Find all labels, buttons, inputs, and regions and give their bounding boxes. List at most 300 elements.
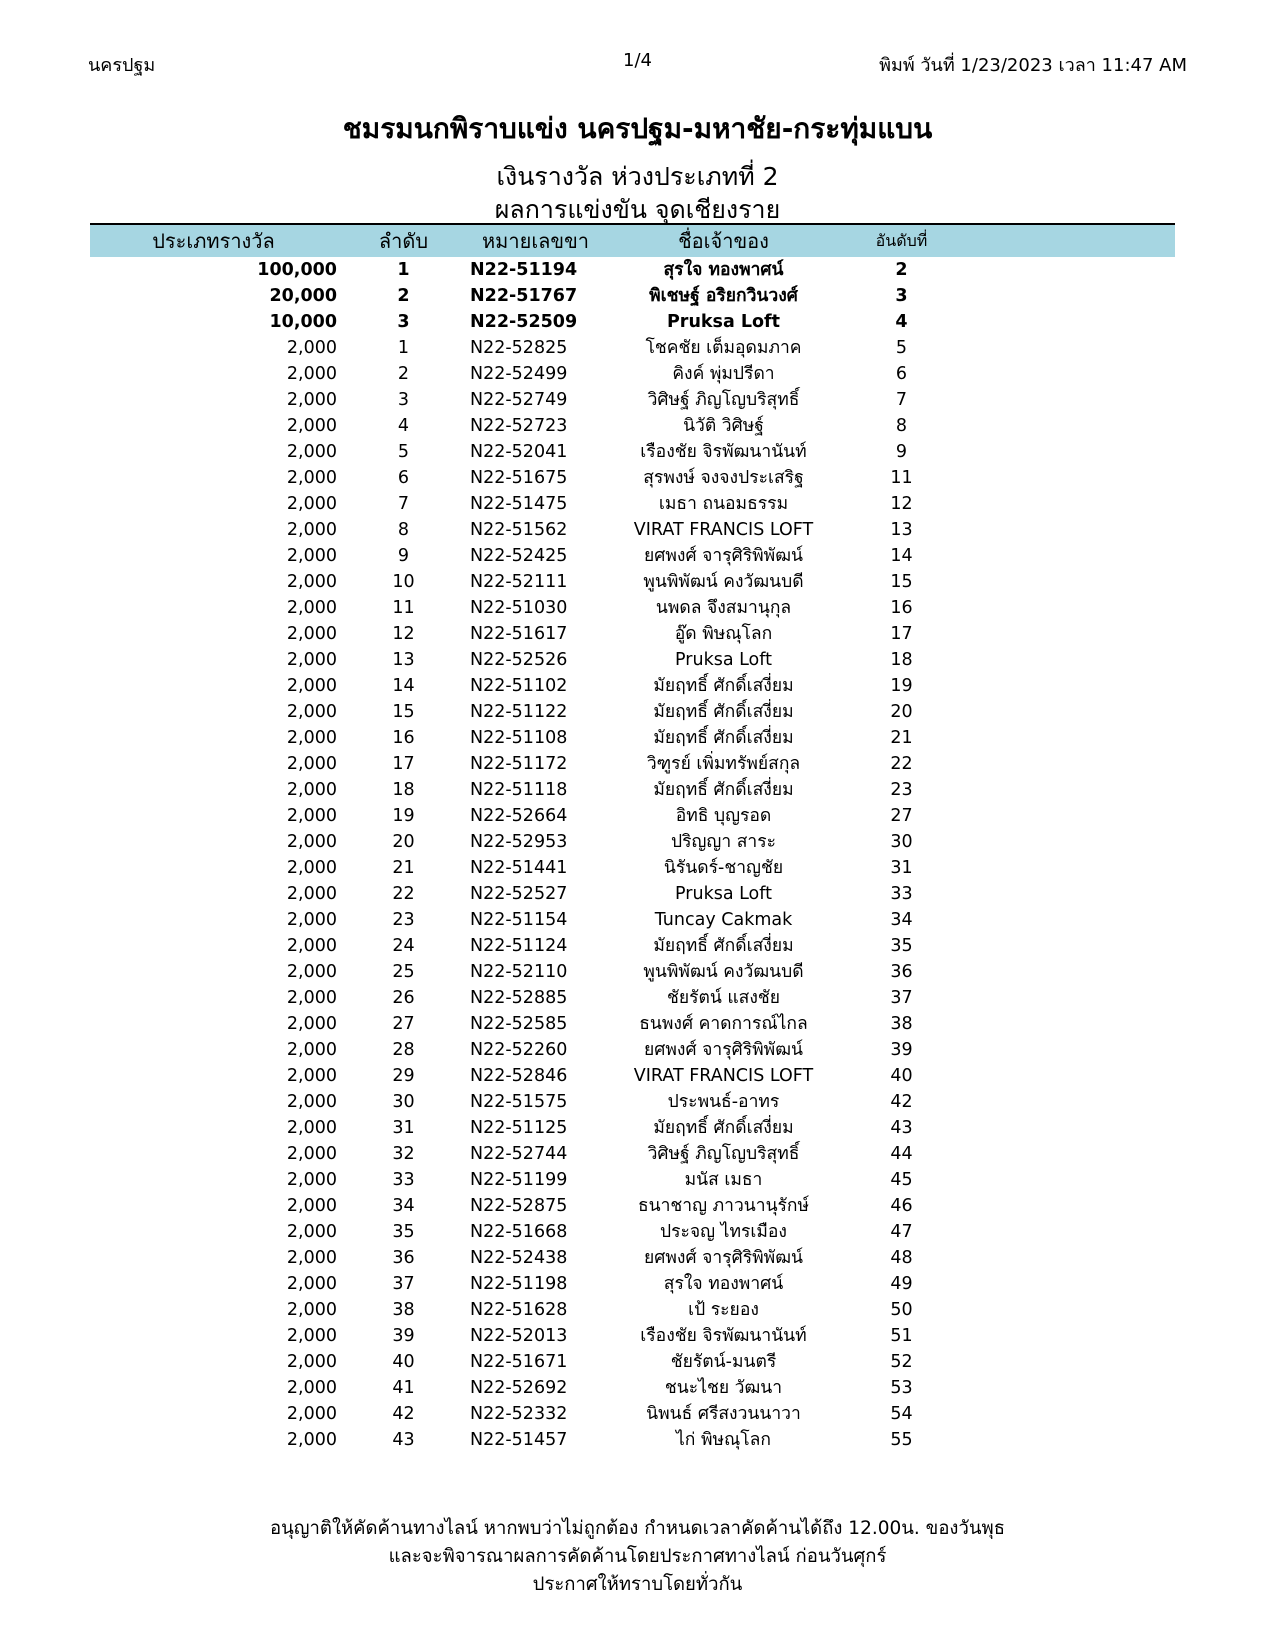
- header-location: นครปฐม: [88, 55, 156, 76]
- rank-cell: 51: [890, 1326, 913, 1346]
- prize-cell: 2,000: [286, 936, 337, 956]
- table-row: [90, 1037, 1175, 1063]
- results-table: [90, 223, 1175, 1453]
- spacer-cell: [957, 1063, 1175, 1089]
- table-row: [90, 1271, 1175, 1297]
- table-row: [90, 959, 1175, 985]
- prize-cell: 2,000: [286, 1196, 337, 1216]
- order-cell: 34: [392, 1196, 415, 1216]
- order-cell: 37: [392, 1274, 415, 1294]
- ring-number-cell: N22-51767: [470, 286, 578, 306]
- table-row: [90, 543, 1175, 569]
- ring-number-cell: N22-51030: [470, 598, 568, 618]
- owner-cell: ชัยรัตน์-มนตรี: [670, 1352, 777, 1372]
- ring-number-cell: N22-51124: [470, 936, 568, 956]
- owner-cell: นพดล จึงสมานุกุล: [655, 598, 792, 618]
- spacer-cell: [957, 595, 1175, 621]
- table-row: [90, 1089, 1175, 1115]
- owner-cell: ยศพงศ์ จารุศิริพิพัฒน์: [644, 546, 803, 566]
- order-cell: 22: [392, 884, 415, 904]
- rank-cell: 46: [890, 1196, 913, 1216]
- order-cell: 6: [397, 468, 410, 488]
- prize-cell: 10,000: [269, 312, 337, 332]
- table-row: [90, 855, 1175, 881]
- prize-cell: 2,000: [286, 1144, 337, 1164]
- table-row: [90, 829, 1175, 855]
- prize-cell: 2,000: [286, 832, 337, 852]
- owner-cell: Pruksa Loft: [675, 884, 772, 904]
- owner-cell: Tuncay Cakmak: [654, 910, 793, 930]
- spacer-cell: [957, 959, 1175, 985]
- prize-cell: 2,000: [286, 624, 337, 644]
- rank-cell: 9: [895, 442, 908, 462]
- owner-cell: เรืองชัย จิรพัฒนานันท์: [640, 442, 807, 462]
- owner-cell: ไก่ พิษณุโลก: [676, 1430, 771, 1450]
- column-header-rank: อันดับที่: [875, 230, 928, 250]
- table-row: [90, 1427, 1175, 1453]
- spacer-cell: [957, 387, 1175, 413]
- order-cell: 29: [392, 1066, 415, 1086]
- order-cell: 42: [392, 1404, 415, 1424]
- prize-cell: 2,000: [286, 910, 337, 930]
- table-row: [90, 699, 1175, 725]
- rank-cell: 48: [890, 1248, 913, 1268]
- spacer-cell: [957, 309, 1175, 335]
- prize-cell: 2,000: [286, 1170, 337, 1190]
- spacer-cell: [957, 1011, 1175, 1037]
- table-row: [90, 465, 1175, 491]
- spacer-cell: [957, 673, 1175, 699]
- prize-cell: 100,000: [257, 260, 337, 280]
- order-cell: 30: [392, 1092, 415, 1112]
- spacer-cell: [957, 283, 1175, 309]
- rank-cell: 50: [890, 1300, 913, 1320]
- spacer-cell: [957, 1323, 1175, 1349]
- owner-cell: คิงค์ พุ่มปรีดา: [672, 364, 775, 384]
- rank-cell: 17: [890, 624, 913, 644]
- rank-cell: 42: [890, 1092, 913, 1112]
- rank-cell: 43: [890, 1118, 913, 1138]
- order-cell: 43: [392, 1430, 415, 1450]
- spacer-cell: [957, 1219, 1175, 1245]
- owner-cell: ยศพงศ์ จารุศิริพิพัฒน์: [644, 1248, 803, 1268]
- club-title: ชมรมนกพิราบแข่ง นครปฐม-มหาชัย-กระทุ่มแบน: [342, 112, 933, 145]
- owner-cell: ประจญ ไทรเมือง: [660, 1222, 787, 1242]
- order-cell: 17: [392, 754, 415, 774]
- ring-number-cell: N22-51172: [470, 754, 568, 774]
- spacer-cell: [957, 1193, 1175, 1219]
- rank-cell: 22: [890, 754, 913, 774]
- order-cell: 9: [397, 546, 410, 566]
- prize-cell: 2,000: [286, 598, 337, 618]
- ring-number-cell: N22-52664: [470, 806, 568, 826]
- spacer-cell: [957, 621, 1175, 647]
- spacer-cell: [957, 413, 1175, 439]
- owner-cell: Pruksa Loft: [666, 312, 781, 332]
- spacer-cell: [957, 985, 1175, 1011]
- order-cell: 20: [392, 832, 415, 852]
- rank-cell: 12: [890, 494, 913, 514]
- column-header-order: ลำดับ: [378, 229, 429, 253]
- table-row: [90, 1115, 1175, 1141]
- order-cell: 3: [397, 312, 410, 332]
- table-row: [90, 439, 1175, 465]
- table-row: [90, 569, 1175, 595]
- prize-cell: 2,000: [286, 572, 337, 592]
- ring-number-cell: N22-52526: [470, 650, 568, 670]
- rank-cell: 21: [890, 728, 913, 748]
- ring-number-cell: N22-51675: [470, 468, 568, 488]
- spacer-cell: [957, 777, 1175, 803]
- spacer-cell: [957, 933, 1175, 959]
- spacer-cell: [957, 1401, 1175, 1427]
- prize-cell: 2,000: [286, 1430, 337, 1450]
- table-row: [90, 985, 1175, 1011]
- ring-number-cell: N22-52585: [470, 1014, 568, 1034]
- spacer-cell: [957, 543, 1175, 569]
- rank-cell: 14: [890, 546, 913, 566]
- owner-cell: ชนะไชย วัฒนา: [664, 1378, 783, 1398]
- prize-cell: 2,000: [286, 1092, 337, 1112]
- order-cell: 23: [392, 910, 415, 930]
- table-row: [90, 335, 1175, 361]
- rank-cell: 44: [890, 1144, 913, 1164]
- order-cell: 27: [392, 1014, 415, 1034]
- rank-cell: 11: [890, 468, 913, 488]
- prize-cell: 2,000: [286, 858, 337, 878]
- table-row: [90, 621, 1175, 647]
- table-row: [90, 309, 1175, 335]
- order-cell: 1: [397, 338, 410, 358]
- owner-cell: วิฑูรย์ เพิ่มทรัพย์สกุล: [646, 754, 801, 774]
- column-header-prize: ประเภทรางวัล: [152, 229, 275, 253]
- owner-cell: ยศพงศ์ จารุศิริพิพัฒน์: [644, 1040, 803, 1060]
- prize-cell: 2,000: [286, 1118, 337, 1138]
- table-row: [90, 751, 1175, 777]
- rank-cell: 20: [890, 702, 913, 722]
- ring-number-cell: N22-51617: [470, 624, 568, 644]
- spacer-cell: [957, 829, 1175, 855]
- table-row: [90, 725, 1175, 751]
- owner-cell: สุรใจ ทองพาศน์: [663, 260, 784, 280]
- prize-cell: 2,000: [286, 468, 337, 488]
- results-body: [90, 257, 1175, 1453]
- ring-number-cell: N22-51441: [470, 858, 568, 878]
- owner-cell: สุรพงษ์ จงจงประเสริฐ: [643, 468, 804, 488]
- prize-cell: 2,000: [286, 442, 337, 462]
- order-cell: 32: [392, 1144, 415, 1164]
- owner-cell: VIRAT FRANCIS LOFT: [633, 520, 814, 540]
- owner-cell: อู๊ด พิษณุโลก: [674, 624, 773, 644]
- prize-cell: 2,000: [286, 364, 337, 384]
- ring-number-cell: N22-52953: [470, 832, 568, 852]
- spacer-cell: [957, 1141, 1175, 1167]
- spacer-cell: [957, 1271, 1175, 1297]
- prize-cell: 2,000: [286, 338, 337, 358]
- order-cell: 4: [397, 416, 410, 436]
- prize-cell: 2,000: [286, 1326, 337, 1346]
- rank-cell: 30: [890, 832, 913, 852]
- spacer-cell: [957, 1167, 1175, 1193]
- prize-cell: 2,000: [286, 494, 337, 514]
- spacer-cell: [957, 1427, 1175, 1453]
- order-cell: 21: [392, 858, 415, 878]
- spacer-cell: [957, 1349, 1175, 1375]
- order-cell: 19: [392, 806, 415, 826]
- owner-cell: ปริญญา สาระ: [670, 832, 777, 852]
- prize-cell: 2,000: [286, 650, 337, 670]
- table-row: [90, 1375, 1175, 1401]
- order-cell: 40: [392, 1352, 415, 1372]
- prize-cell: 2,000: [286, 884, 337, 904]
- spacer-cell: [957, 699, 1175, 725]
- rank-cell: 2: [895, 260, 908, 280]
- prize-cell: 2,000: [286, 676, 337, 696]
- footer-notice-line-3: ประกาศให้ทราบโดยทั่วกัน: [532, 1574, 743, 1595]
- prize-cell: 2,000: [286, 806, 337, 826]
- ring-number-cell: N22-52509: [470, 312, 578, 332]
- owner-cell: พูนพิพัฒน์ คงวัฒนบดี: [643, 572, 804, 592]
- owner-cell: มัยฤทธิ์ ศักดิ์เสงี่ยม: [653, 936, 794, 956]
- spacer-cell: [957, 855, 1175, 881]
- order-cell: 11: [392, 598, 415, 618]
- spacer-cell: [957, 881, 1175, 907]
- table-row: [90, 1063, 1175, 1089]
- page-number: 1/4: [623, 50, 652, 71]
- prize-cell: 2,000: [286, 1040, 337, 1060]
- table-row: [90, 907, 1175, 933]
- owner-cell: เมธา ถนอมธรรม: [658, 494, 789, 514]
- order-cell: 25: [392, 962, 415, 982]
- spacer-cell: [957, 335, 1175, 361]
- ring-number-cell: N22-52041: [470, 442, 568, 462]
- ring-number-cell: N22-52723: [470, 416, 568, 436]
- table-row: [90, 413, 1175, 439]
- prize-cell: 2,000: [286, 754, 337, 774]
- prize-cell: 2,000: [286, 1274, 337, 1294]
- spacer-cell: [957, 751, 1175, 777]
- ring-number-cell: N22-52260: [470, 1040, 568, 1060]
- order-cell: 15: [392, 702, 415, 722]
- rank-cell: 38: [890, 1014, 913, 1034]
- table-row: [90, 517, 1175, 543]
- rank-cell: 39: [890, 1040, 913, 1060]
- owner-cell: ธนาชาญ ภาวนานุรักษ์: [637, 1196, 810, 1216]
- rank-cell: 19: [890, 676, 913, 696]
- owner-cell: ธนพงศ์ คาดการณ์ไกล: [639, 1014, 808, 1034]
- owner-cell: เป้ ระยอง: [688, 1300, 759, 1320]
- column-header-owner: ชื่อเจ้าของ: [678, 229, 769, 253]
- print-timestamp: พิมพ์ วันที่ 1/23/2023 เวลา 11:47 AM: [879, 55, 1187, 76]
- order-cell: 35: [392, 1222, 415, 1242]
- ring-number-cell: N22-51475: [470, 494, 568, 514]
- owner-cell: นิพนธ์ ศรีสงวนนาวา: [646, 1404, 801, 1424]
- table-header-row: [90, 224, 1175, 257]
- rank-cell: 3: [895, 286, 908, 306]
- footer-notice-line-1: อนุญาติให้คัดค้านทางไลน์ หากพบว่าไม่ถูกต้อง กำหนดเวลาคัดค้านได้ถึง 12.00น. ของวันพุธ: [270, 1518, 1005, 1539]
- prize-cell: 2,000: [286, 390, 337, 410]
- table-row: [90, 777, 1175, 803]
- rank-cell: 53: [890, 1378, 913, 1398]
- race-title: ผลการแข่งขัน จุดเชียงราย: [494, 195, 781, 224]
- spacer-cell: [957, 491, 1175, 517]
- ring-number-cell: N22-51122: [470, 702, 568, 722]
- owner-cell: นิวัติ วิศิษฐ์: [683, 416, 764, 436]
- table-row: [90, 881, 1175, 907]
- rank-cell: 31: [890, 858, 913, 878]
- ring-number-cell: N22-52744: [470, 1144, 568, 1164]
- rank-cell: 4: [895, 312, 908, 332]
- order-cell: 26: [392, 988, 415, 1008]
- rank-cell: 13: [890, 520, 913, 540]
- prize-cell: 2,000: [286, 546, 337, 566]
- order-cell: 33: [392, 1170, 415, 1190]
- prize-cell: 2,000: [286, 1248, 337, 1268]
- rank-cell: 37: [890, 988, 913, 1008]
- table-row: [90, 933, 1175, 959]
- prize-cell: 20,000: [269, 286, 337, 306]
- owner-cell: Pruksa Loft: [675, 650, 772, 670]
- order-cell: 1: [397, 260, 410, 280]
- order-cell: 36: [392, 1248, 415, 1268]
- prize-cell: 2,000: [286, 962, 337, 982]
- rank-cell: 54: [890, 1404, 913, 1424]
- table-row: [90, 283, 1175, 309]
- order-cell: 18: [392, 780, 415, 800]
- rank-cell: 35: [890, 936, 913, 956]
- prize-cell: 2,000: [286, 416, 337, 436]
- rank-cell: 27: [890, 806, 913, 826]
- order-cell: 31: [392, 1118, 415, 1138]
- ring-number-cell: N22-51108: [470, 728, 568, 748]
- ring-number-cell: N22-52749: [470, 390, 568, 410]
- owner-cell: สุรใจ ทองพาศน์: [663, 1274, 784, 1294]
- rank-cell: 33: [890, 884, 913, 904]
- order-cell: 10: [392, 572, 415, 592]
- table-row: [90, 595, 1175, 621]
- prize-cell: 2,000: [286, 1066, 337, 1086]
- ring-number-cell: N22-51102: [470, 676, 568, 696]
- table-row: [90, 1245, 1175, 1271]
- owner-cell: อิทธิ บุญรอด: [675, 806, 772, 826]
- order-cell: 41: [392, 1378, 415, 1398]
- spacer-cell: [957, 907, 1175, 933]
- ring-number-cell: N22-51668: [470, 1222, 568, 1242]
- ring-number-cell: N22-52499: [470, 364, 568, 384]
- prize-cell: 2,000: [286, 1300, 337, 1320]
- table-row: [90, 1141, 1175, 1167]
- prize-cell: 2,000: [286, 1014, 337, 1034]
- ring-number-cell: N22-51154: [470, 910, 568, 930]
- rank-cell: 52: [890, 1352, 913, 1372]
- ring-number-cell: N22-51562: [470, 520, 568, 540]
- owner-cell: เรืองชัย จิรพัฒนานันท์: [640, 1326, 807, 1346]
- spacer-cell: [957, 257, 1175, 283]
- order-cell: 13: [392, 650, 415, 670]
- rank-cell: 55: [890, 1430, 913, 1450]
- owner-cell: ประพนธ์-อาทร: [667, 1092, 780, 1112]
- footer-notice-line-2: และจะพิจารณาผลการคัดค้านโดยประกาศทางไลน์ ก่อนวันศุกร์: [388, 1546, 887, 1567]
- prize-cell: 2,000: [286, 780, 337, 800]
- order-cell: 38: [392, 1300, 415, 1320]
- prize-cell: 2,000: [286, 1404, 337, 1424]
- rank-cell: 15: [890, 572, 913, 592]
- prize-type-title: เงินรางวัล ห่วงประเภทที่ 2: [496, 162, 779, 191]
- ring-number-cell: N22-51457: [470, 1430, 568, 1450]
- table-row: [90, 803, 1175, 829]
- ring-number-cell: N22-52110: [470, 962, 568, 982]
- rank-cell: 5: [895, 338, 908, 358]
- owner-cell: มัยฤทธิ์ ศักดิ์เสงี่ยม: [653, 676, 794, 696]
- spacer-cell: [957, 517, 1175, 543]
- ring-number-cell: N22-52425: [470, 546, 568, 566]
- table-row: [90, 491, 1175, 517]
- column-header-ring-number: หมายเลขขา: [482, 229, 589, 253]
- order-cell: 8: [397, 520, 410, 540]
- spacer-cell: [957, 1115, 1175, 1141]
- ring-number-cell: N22-51125: [470, 1118, 568, 1138]
- rank-cell: 40: [890, 1066, 913, 1086]
- order-cell: 39: [392, 1326, 415, 1346]
- order-cell: 28: [392, 1040, 415, 1060]
- order-cell: 16: [392, 728, 415, 748]
- table-row: [90, 1401, 1175, 1427]
- ring-number-cell: N22-51671: [470, 1352, 568, 1372]
- spacer-cell: [957, 465, 1175, 491]
- order-cell: 7: [397, 494, 410, 514]
- table-row: [90, 1349, 1175, 1375]
- ring-number-cell: N22-51198: [470, 1274, 568, 1294]
- rank-cell: 34: [890, 910, 913, 930]
- ring-number-cell: N22-52885: [470, 988, 568, 1008]
- table-row: [90, 361, 1175, 387]
- spacer-cell: [957, 1245, 1175, 1271]
- table-row: [90, 1219, 1175, 1245]
- rank-cell: 8: [895, 416, 908, 436]
- ring-number-cell: N22-52111: [470, 572, 568, 592]
- owner-cell: นิรันดร์-ชาญชัย: [663, 858, 784, 878]
- rank-cell: 36: [890, 962, 913, 982]
- ring-number-cell: N22-52438: [470, 1248, 568, 1268]
- prize-cell: 2,000: [286, 988, 337, 1008]
- ring-number-cell: N22-52692: [470, 1378, 568, 1398]
- spacer-cell: [957, 1297, 1175, 1323]
- ring-number-cell: N22-52013: [470, 1326, 568, 1346]
- owner-cell: มัยฤทธิ์ ศักดิ์เสงี่ยม: [653, 702, 794, 722]
- owner-cell: พูนพิพัฒน์ คงวัฒนบดี: [643, 962, 804, 982]
- owner-cell: มัยฤทธิ์ ศักดิ์เสงี่ยม: [653, 728, 794, 748]
- rank-cell: 7: [895, 390, 908, 410]
- order-cell: 2: [397, 364, 410, 384]
- rank-cell: 49: [890, 1274, 913, 1294]
- spacer-cell: [957, 1089, 1175, 1115]
- owner-cell: วิศิษฐ์ ภิญโญบริสุทธิ์: [647, 1144, 800, 1164]
- rank-cell: 45: [890, 1170, 913, 1190]
- table-row: [90, 1297, 1175, 1323]
- order-cell: 14: [392, 676, 415, 696]
- spacer-cell: [957, 439, 1175, 465]
- spacer-cell: [957, 725, 1175, 751]
- spacer-cell: [957, 1037, 1175, 1063]
- prize-cell: 2,000: [286, 1222, 337, 1242]
- ring-number-cell: N22-51575: [470, 1092, 568, 1112]
- owner-cell: VIRAT FRANCIS LOFT: [633, 1066, 814, 1086]
- rank-cell: 6: [895, 364, 908, 384]
- page-header: [0, 50, 1275, 76]
- column-header-spacer: [957, 224, 1175, 257]
- rank-cell: 16: [890, 598, 913, 618]
- owner-cell: มัยฤทธิ์ ศักดิ์เสงี่ยม: [653, 1118, 794, 1138]
